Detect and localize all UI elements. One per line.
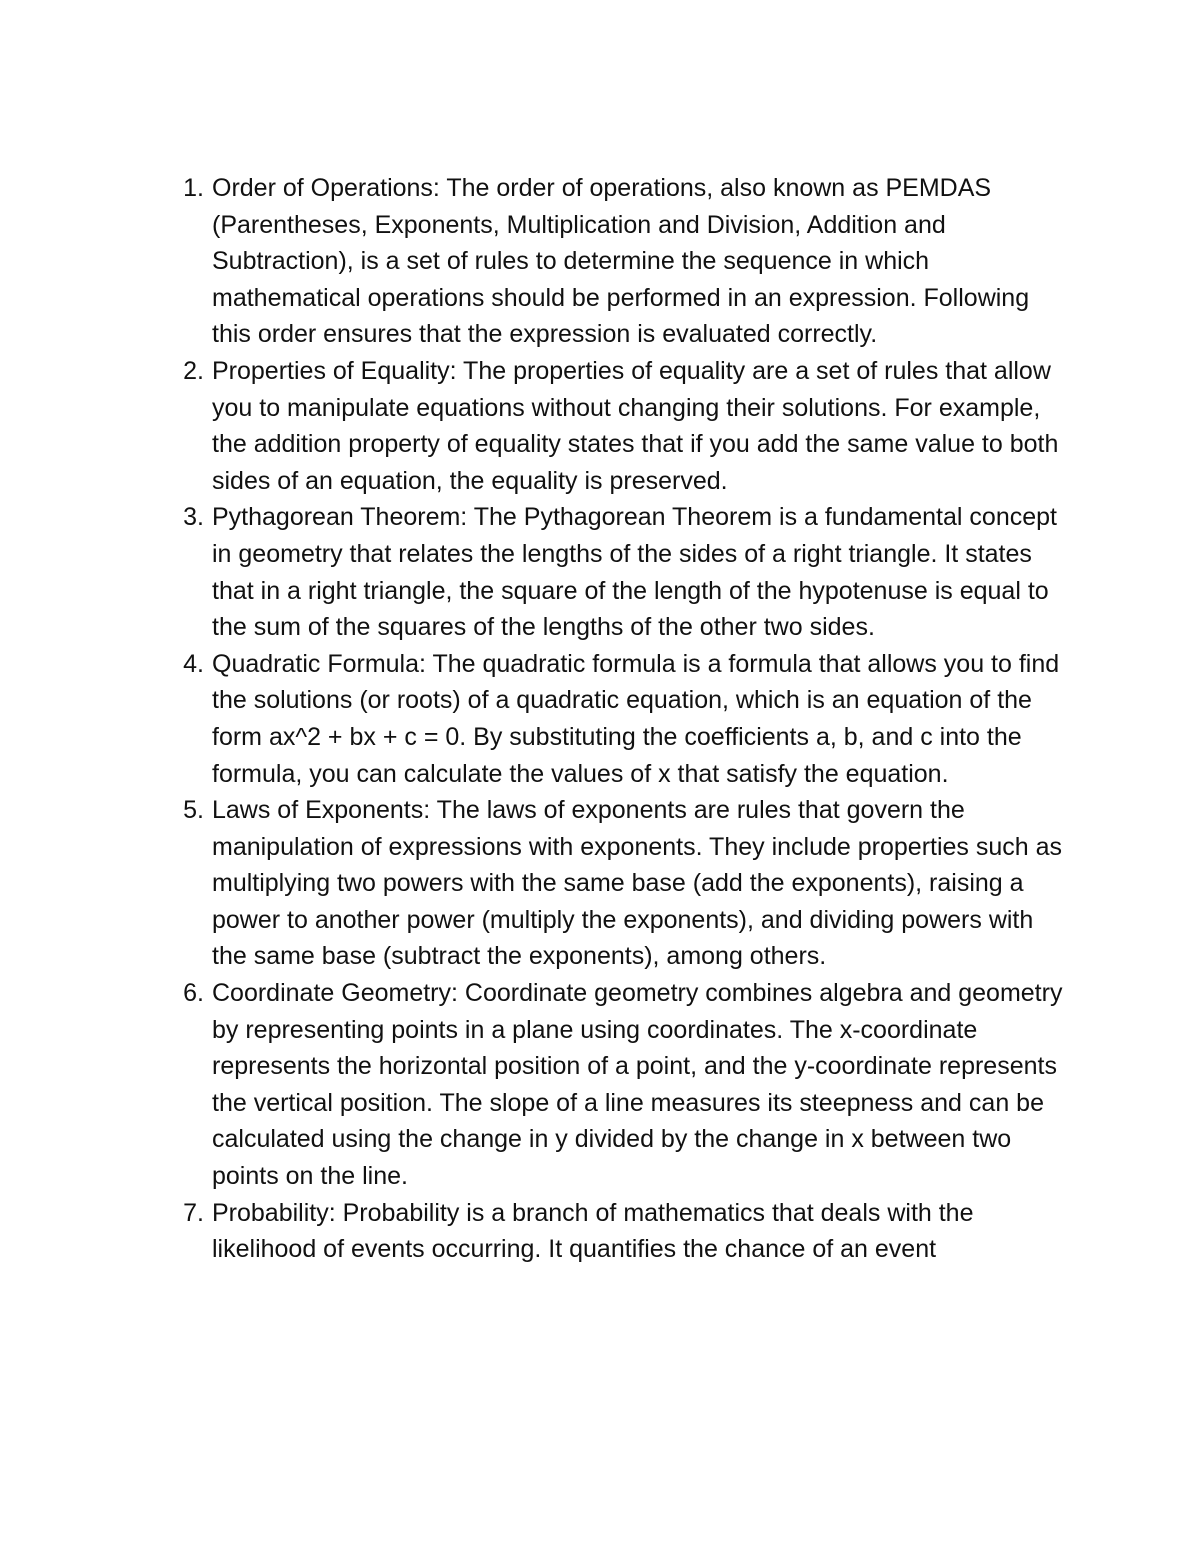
list-item-number: 5.	[183, 796, 204, 825]
list-item-number: 3.	[183, 503, 204, 532]
list-item-number: 7.	[183, 1198, 204, 1227]
list-item	[170, 499, 1070, 645]
numbered-list	[170, 170, 1070, 1268]
list-item-text: Pythagorean Theorem: The Pythagorean Theorem is a fundamental concept in geometry that relates the lengths of the sides of a right triangle. It states that in a right triangle, the square of the length of the hypotenuse is equal to the sum of the squares of the lengths of the other two sides.	[212, 503, 1057, 642]
list-item	[170, 792, 1070, 975]
list-item	[170, 170, 1070, 353]
list-item	[170, 646, 1070, 792]
list-item-text: Laws of Exponents: The laws of exponents are rules that govern the manipulation of expressions with exponents. They include properties such as multiplying two powers with the same base (add the exponents), raising a power to another power (multiply the exponents), and dividing powers with the same base (subtract the exponents), among others.	[212, 796, 1063, 971]
list-item-text: Coordinate Geometry: Coordinate geometry combines algebra and geometry by representing points in a plane using coordinates. The x-coordinate represents the horizontal position of a point, and the y-coordinate represents the vertical position. The slope of a line measures its steepness and can be calculated using the change in y divided by the change in x between two points on the line.	[212, 979, 1063, 1191]
list-item-text: Order of Operations: The order of operations, also known as PEMDAS (Parentheses, Exponents, Multiplication and Division, Addition and Subtraction), is a set of rules to determine the sequence in which mathematical operations should be performed in an expression. Following this order ensures that the expression is evaluated correctly.	[212, 174, 1030, 349]
list-item-number: 6.	[183, 979, 204, 1008]
list-item-number: 2.	[183, 356, 204, 385]
list-item-number: 4.	[183, 649, 204, 678]
list-item	[170, 1195, 1070, 1268]
list-item-text: Probability: Probability is a branch of mathematics that deals with the likelihood of events occurring. It quantifies the chance of an event	[212, 1198, 974, 1264]
list-item-text: Properties of Equality: The properties of equality are a set of rules that allow you to manipulate equations without changing their solutions. For example, the addition property of equality states that if you add the same value to both sides of an equation, the equality is preserved.	[212, 356, 1059, 495]
list-item	[170, 353, 1070, 499]
list-item-number: 1.	[183, 174, 204, 202]
list-item-text: Quadratic Formula: The quadratic formula is a formula that allows you to find the solutions (or roots) of a quadratic equation, which is an equation of the form ax^2 + bx + c = 0. By substituting the coefficients a, b, and c into the formula, you can calculate the values of x that satisfy the equation.	[212, 649, 1060, 788]
list-item	[170, 975, 1070, 1195]
